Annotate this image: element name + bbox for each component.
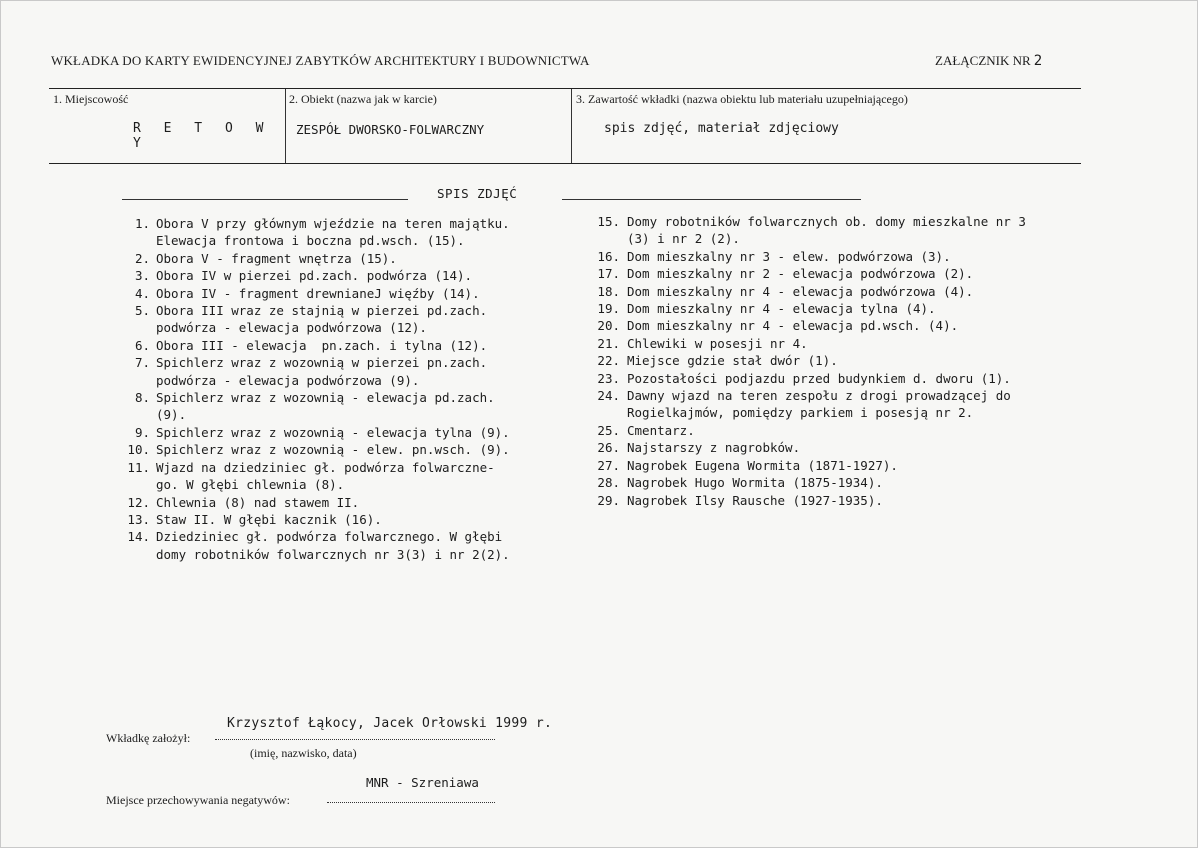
photo-item-text: Dziedziniec gł. podwórza folwarcznego. W głębi domy robotników folwarcznych nr 3(3) i nr 2(2). (156, 529, 510, 562)
storage-value: MNR - Szreniawa (366, 775, 479, 790)
photo-item-number: 14. (127, 529, 150, 545)
photo-list-item (580, 213, 1090, 248)
photo-list-item (110, 337, 570, 354)
photo-item-number: 10. (127, 442, 150, 458)
photo-item-number: 2. (134, 250, 150, 266)
photo-list-item (110, 459, 570, 494)
photo-list-item (580, 457, 1090, 474)
photo-list-item (580, 422, 1090, 439)
photo-item-text: Obora IV w pierzei pd.zach. podwórza (14). (156, 268, 473, 284)
photo-item-text: Dawny wjazd na teren zespołu z drogi prowadzącej do Rogielkajmów, pomiędzy parkiem i posesją nr 2. (627, 388, 1011, 421)
photo-list-item (580, 370, 1090, 387)
storage-label: Miejsce przechowywania negatywów: (106, 793, 290, 807)
photo-item-number: 26. (597, 440, 620, 456)
photo-item-number: 9. (134, 424, 150, 440)
photo-list-item (110, 302, 570, 337)
photo-item-number: 11. (127, 459, 150, 475)
photo-item-number: 16. (597, 248, 620, 264)
photo-item-text: Obora III wraz ze stajnią w pierzei pd.zach. podwórza - elewacja podwórzowa (12). (156, 303, 488, 336)
photo-list-item (580, 300, 1090, 317)
photo-item-number: 6. (134, 337, 150, 353)
photo-item-text: Dom mieszkalny nr 3 - elew. podwórzowa (3). (627, 248, 951, 264)
photo-item-text: Dom mieszkalny nr 4 - elewacja tylna (4). (627, 301, 936, 317)
title-rule-right (562, 199, 861, 200)
photo-list-item (110, 528, 570, 563)
photo-item-number: 3. (134, 268, 150, 284)
photo-item-number: 12. (127, 494, 150, 510)
photo-item-number: 27. (597, 457, 620, 473)
photo-list-item (580, 265, 1090, 282)
photo-item-text: Spichlerz wraz z wozownią - elewacja tylna (9). (156, 424, 510, 440)
photo-list-item (580, 335, 1090, 352)
form-title: WKŁADKA DO KARTY EWIDENCYJNEJ ZABYTKÓW ARCHITEKTURY I BUDOWNICTWA (51, 53, 590, 68)
photo-item-text: Nagrobek Hugo Wormita (1875-1934). (627, 475, 883, 491)
photo-list-item (580, 352, 1090, 369)
photo-list-item (110, 389, 570, 424)
content-value: spis zdjęć, materiał zdjęciowy (604, 121, 839, 136)
photo-item-number: 1. (134, 216, 150, 231)
attachment-number: 2 (1033, 53, 1043, 69)
photo-item-number: 7. (134, 355, 150, 371)
photo-list-item (110, 250, 570, 267)
photo-item-text: Nagrobek Eugena Wormita (1871-1927). (627, 457, 898, 473)
photo-list-item (110, 441, 570, 458)
photo-item-text: Domy robotników folwarcznych ob. domy mieszkalne nr 3 (3) i nr 2 (2). (627, 214, 1026, 247)
photo-item-number: 22. (597, 353, 620, 369)
photo-item-text: Spichlerz wraz z wozownią - elew. pn.wsch. (9). (156, 442, 510, 458)
photo-list-item (110, 215, 570, 250)
photo-list-right (580, 213, 1090, 509)
photo-item-text: Obora III - elewacja pn.zach. i tylna (12). (156, 337, 488, 353)
photo-item-number: 13. (127, 511, 150, 527)
photo-item-text: Chlewnia (8) nad stawem II. (156, 494, 360, 510)
author-label: Wkładkę założył: (106, 731, 191, 745)
photo-item-text: Cmentarz. (627, 422, 695, 438)
photo-list-item (110, 354, 570, 389)
storage-dotted-line (327, 802, 495, 803)
photo-item-text: Obora V przy głównym wjeździe na teren majątku. Elewacja frontowa i boczna pd.wsch. (15). (156, 216, 510, 249)
content-cell (571, 89, 1082, 163)
photo-list-item (580, 317, 1090, 334)
object-value: ZESPÓŁ DWORSKO-FOLWARCZNY (296, 122, 485, 137)
photo-item-text: Chlewiki w posesji nr 4. (627, 335, 808, 351)
header-fields-table (49, 88, 1081, 164)
photo-list-item (580, 439, 1090, 456)
photo-item-text: Wjazd na dziedziniec gł. podwórza folwarczne- go. W głębi chlewnia (8). (156, 459, 495, 493)
photo-item-number: 8. (134, 390, 150, 406)
photo-list-item (580, 492, 1090, 509)
photo-item-text: Spichlerz wraz z wozownią - elewacja pd.zach. (9). (156, 390, 495, 423)
photo-item-text: Nagrobek Ilsy Rausche (1927-1935). (627, 492, 883, 508)
photo-item-number: 5. (134, 303, 150, 319)
locality-cell (49, 89, 285, 163)
photo-item-text: Obora IV - fragment drewnianeJ więźby (14). (156, 285, 480, 301)
object-label: 2. Obiekt (nazwa jak w karcie) (289, 92, 437, 106)
author-caption: (imię, nazwisko, data) (250, 746, 357, 760)
list-title: SPIS ZDJĘĆ (437, 186, 518, 201)
author-dotted-line (215, 739, 495, 740)
locality-label: 1. Miejscowość (53, 92, 129, 106)
photo-item-number: 25. (597, 422, 620, 438)
photo-list-item (110, 511, 570, 528)
photo-list-item (580, 283, 1090, 300)
photo-item-text: Dom mieszkalny nr 4 - elewacja podwórzowa (4). (627, 283, 974, 299)
photo-item-number: 24. (597, 388, 620, 404)
photo-item-number: 21. (597, 335, 620, 351)
photo-list-item (110, 494, 570, 511)
photo-item-text: Miejsce gdzie stał dwór (1). (627, 353, 838, 369)
photo-item-text: Spichlerz wraz z wozownią w pierzei pn.zach. podwórza - elewacja podwórzowa (9). (156, 355, 488, 388)
photo-item-text: Dom mieszkalny nr 4 - elewacja pd.wsch. (4). (627, 318, 959, 334)
object-cell (285, 89, 572, 163)
photo-item-number: 17. (597, 266, 620, 282)
photo-list-item (580, 248, 1090, 265)
title-rule-left (122, 199, 408, 200)
photo-item-number: 4. (134, 285, 150, 301)
photo-item-text: Obora V - fragment wnętrza (15). (156, 250, 397, 266)
photo-item-text: Dom mieszkalny nr 2 - elewacja podwórzowa (2). (627, 266, 974, 282)
photo-list-item (580, 474, 1090, 491)
photo-item-number: 15. (597, 214, 620, 229)
photo-item-number: 19. (597, 301, 620, 317)
photo-item-number: 18. (597, 283, 620, 299)
photo-list-item (110, 267, 570, 284)
photo-list-item (110, 424, 570, 441)
photo-item-number: 28. (597, 475, 620, 491)
content-label: 3. Zawartość wkładki (nazwa obiektu lub materiału uzupełniającego) (576, 92, 908, 106)
locality-value: R E T O W Y (133, 121, 271, 151)
photo-item-number: 29. (597, 492, 620, 508)
author-value: Krzysztof Łąkocy, Jacek Orłowski 1999 r. (227, 716, 553, 731)
attachment-label (935, 53, 1042, 69)
photo-list-item (110, 285, 570, 302)
photo-list-item (580, 387, 1090, 422)
photo-item-number: 23. (597, 370, 620, 386)
photo-item-number: 20. (597, 318, 620, 334)
photo-item-text: Najstarszy z nagrobków. (627, 440, 801, 456)
photo-list-left (110, 215, 570, 563)
photo-item-text: Pozostałości podjazdu przed budynkiem d. dworu (1). (627, 370, 1011, 386)
photo-item-text: Staw II. W głębi kacznik (16). (156, 511, 382, 527)
attachment-label-text: ZAŁĄCZNIK NR (935, 53, 1031, 68)
